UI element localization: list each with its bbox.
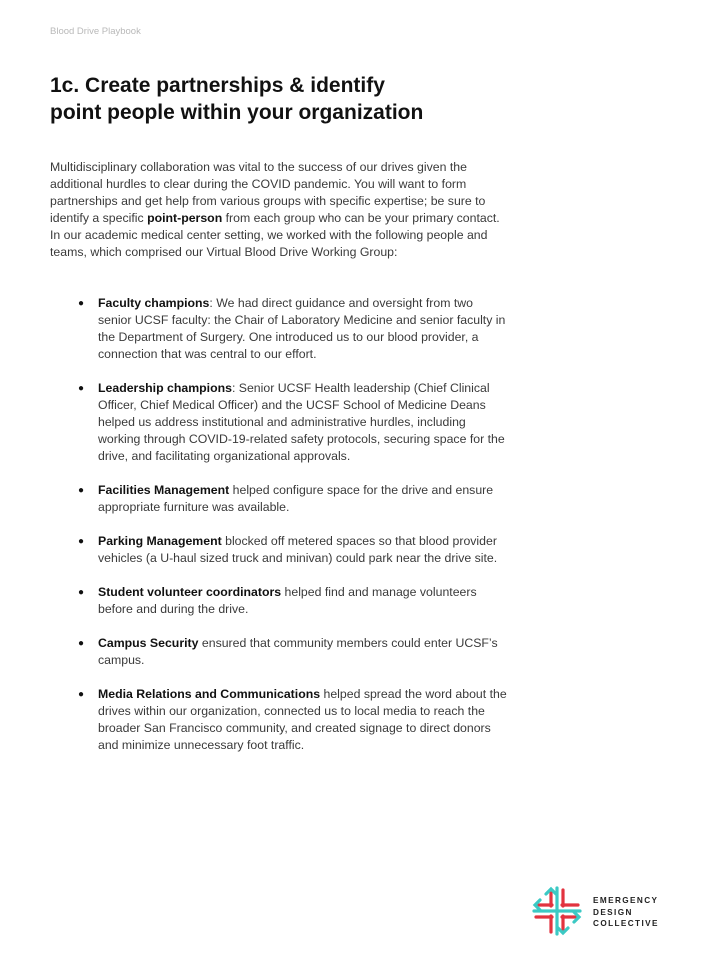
- intro-text-before: Multidisciplinary collaboration was vital to the success of our drives given the additional hurdles to clear during the COVID pandemic. You will want to form partnerships and get help from various groups with specific expertise; be sure to identify a specific: [50, 160, 486, 225]
- intro-text-after: from each group who can be your primary contact. In our academic medical center setting, we worked with the following people and teams, which comprised our Virtual Blood Drive Working Group:: [50, 211, 500, 259]
- page-title: [50, 72, 520, 126]
- list-item: [78, 533, 508, 567]
- item-text: ensured that community members could enter UCSF’s campus.: [98, 636, 498, 667]
- emergency-design-collective-logo: [532, 886, 672, 936]
- item-name: Student volunteer coordinators: [98, 585, 282, 599]
- logo-line-2: DESIGN: [593, 907, 633, 917]
- list-item: [78, 584, 508, 618]
- item-text: helped configure space for the drive and ensure appropriate furniture was available.: [98, 483, 494, 514]
- working-group-list: [78, 295, 508, 771]
- bullet-icon: ●: [78, 689, 85, 700]
- running-header: Blood Drive Playbook: [50, 26, 141, 37]
- item-name: Parking Management: [98, 534, 222, 548]
- bullet-icon: ●: [78, 383, 85, 394]
- item-text: helped find and manage volunteers before and during the drive.: [98, 585, 477, 616]
- logo-line-3: COLLECTIVE: [593, 919, 659, 928]
- item-name: Leadership champions: [98, 381, 232, 395]
- title-line-1: 1c. Create partnerships & identify: [50, 74, 385, 97]
- intro-paragraph: [50, 159, 510, 261]
- cross-arrows-icon: [532, 886, 582, 936]
- item-text: helped spread the word about the drives within our organization, connected us to local media to reach the broader San Francisco community, and created signage to direct donors and minimize unnecessary foot traffic.: [98, 687, 507, 752]
- title-line-2: point people within your organization: [50, 101, 424, 124]
- list-item: [78, 295, 508, 363]
- list-item: [78, 482, 508, 516]
- item-text: : Senior UCSF Health leadership (Chief Clinical Officer, Chief Medical Officer) and the UCSF School of Medicine Deans helped us address institutional and administrative hurdles, including working through COVID-19-related safety protocols, securing space for the drive, and facilitating organizational approvals.: [98, 381, 505, 463]
- item-text: blocked off metered spaces so that blood provider vehicles (a U-haul sized truck and minivan) could park near the drive site.: [98, 534, 498, 565]
- logo-wordmark: [593, 895, 659, 930]
- item-name: Facilities Management: [98, 483, 230, 497]
- item-name: Media Relations and Communications: [98, 687, 321, 701]
- list-item: [78, 635, 508, 669]
- bullet-icon: ●: [78, 298, 85, 309]
- list-item: [78, 380, 508, 465]
- item-name: Faculty champions: [98, 296, 210, 310]
- list-item: [78, 686, 508, 754]
- intro-emphasis: point-person: [147, 211, 223, 225]
- item-text: : We had direct guidance and oversight from two senior UCSF faculty: the Chair of Laboratory Medicine and senior faculty in the Department of Surgery. One introduced us to our blood provider, a connection that was central to our effort.: [98, 296, 506, 361]
- bullet-icon: ●: [78, 536, 85, 547]
- bullet-icon: ●: [78, 485, 85, 496]
- bullet-icon: ●: [78, 587, 85, 598]
- logo-line-1: EMERGENCY: [593, 896, 659, 905]
- bullet-icon: ●: [78, 638, 85, 649]
- item-name: Campus Security: [98, 636, 199, 650]
